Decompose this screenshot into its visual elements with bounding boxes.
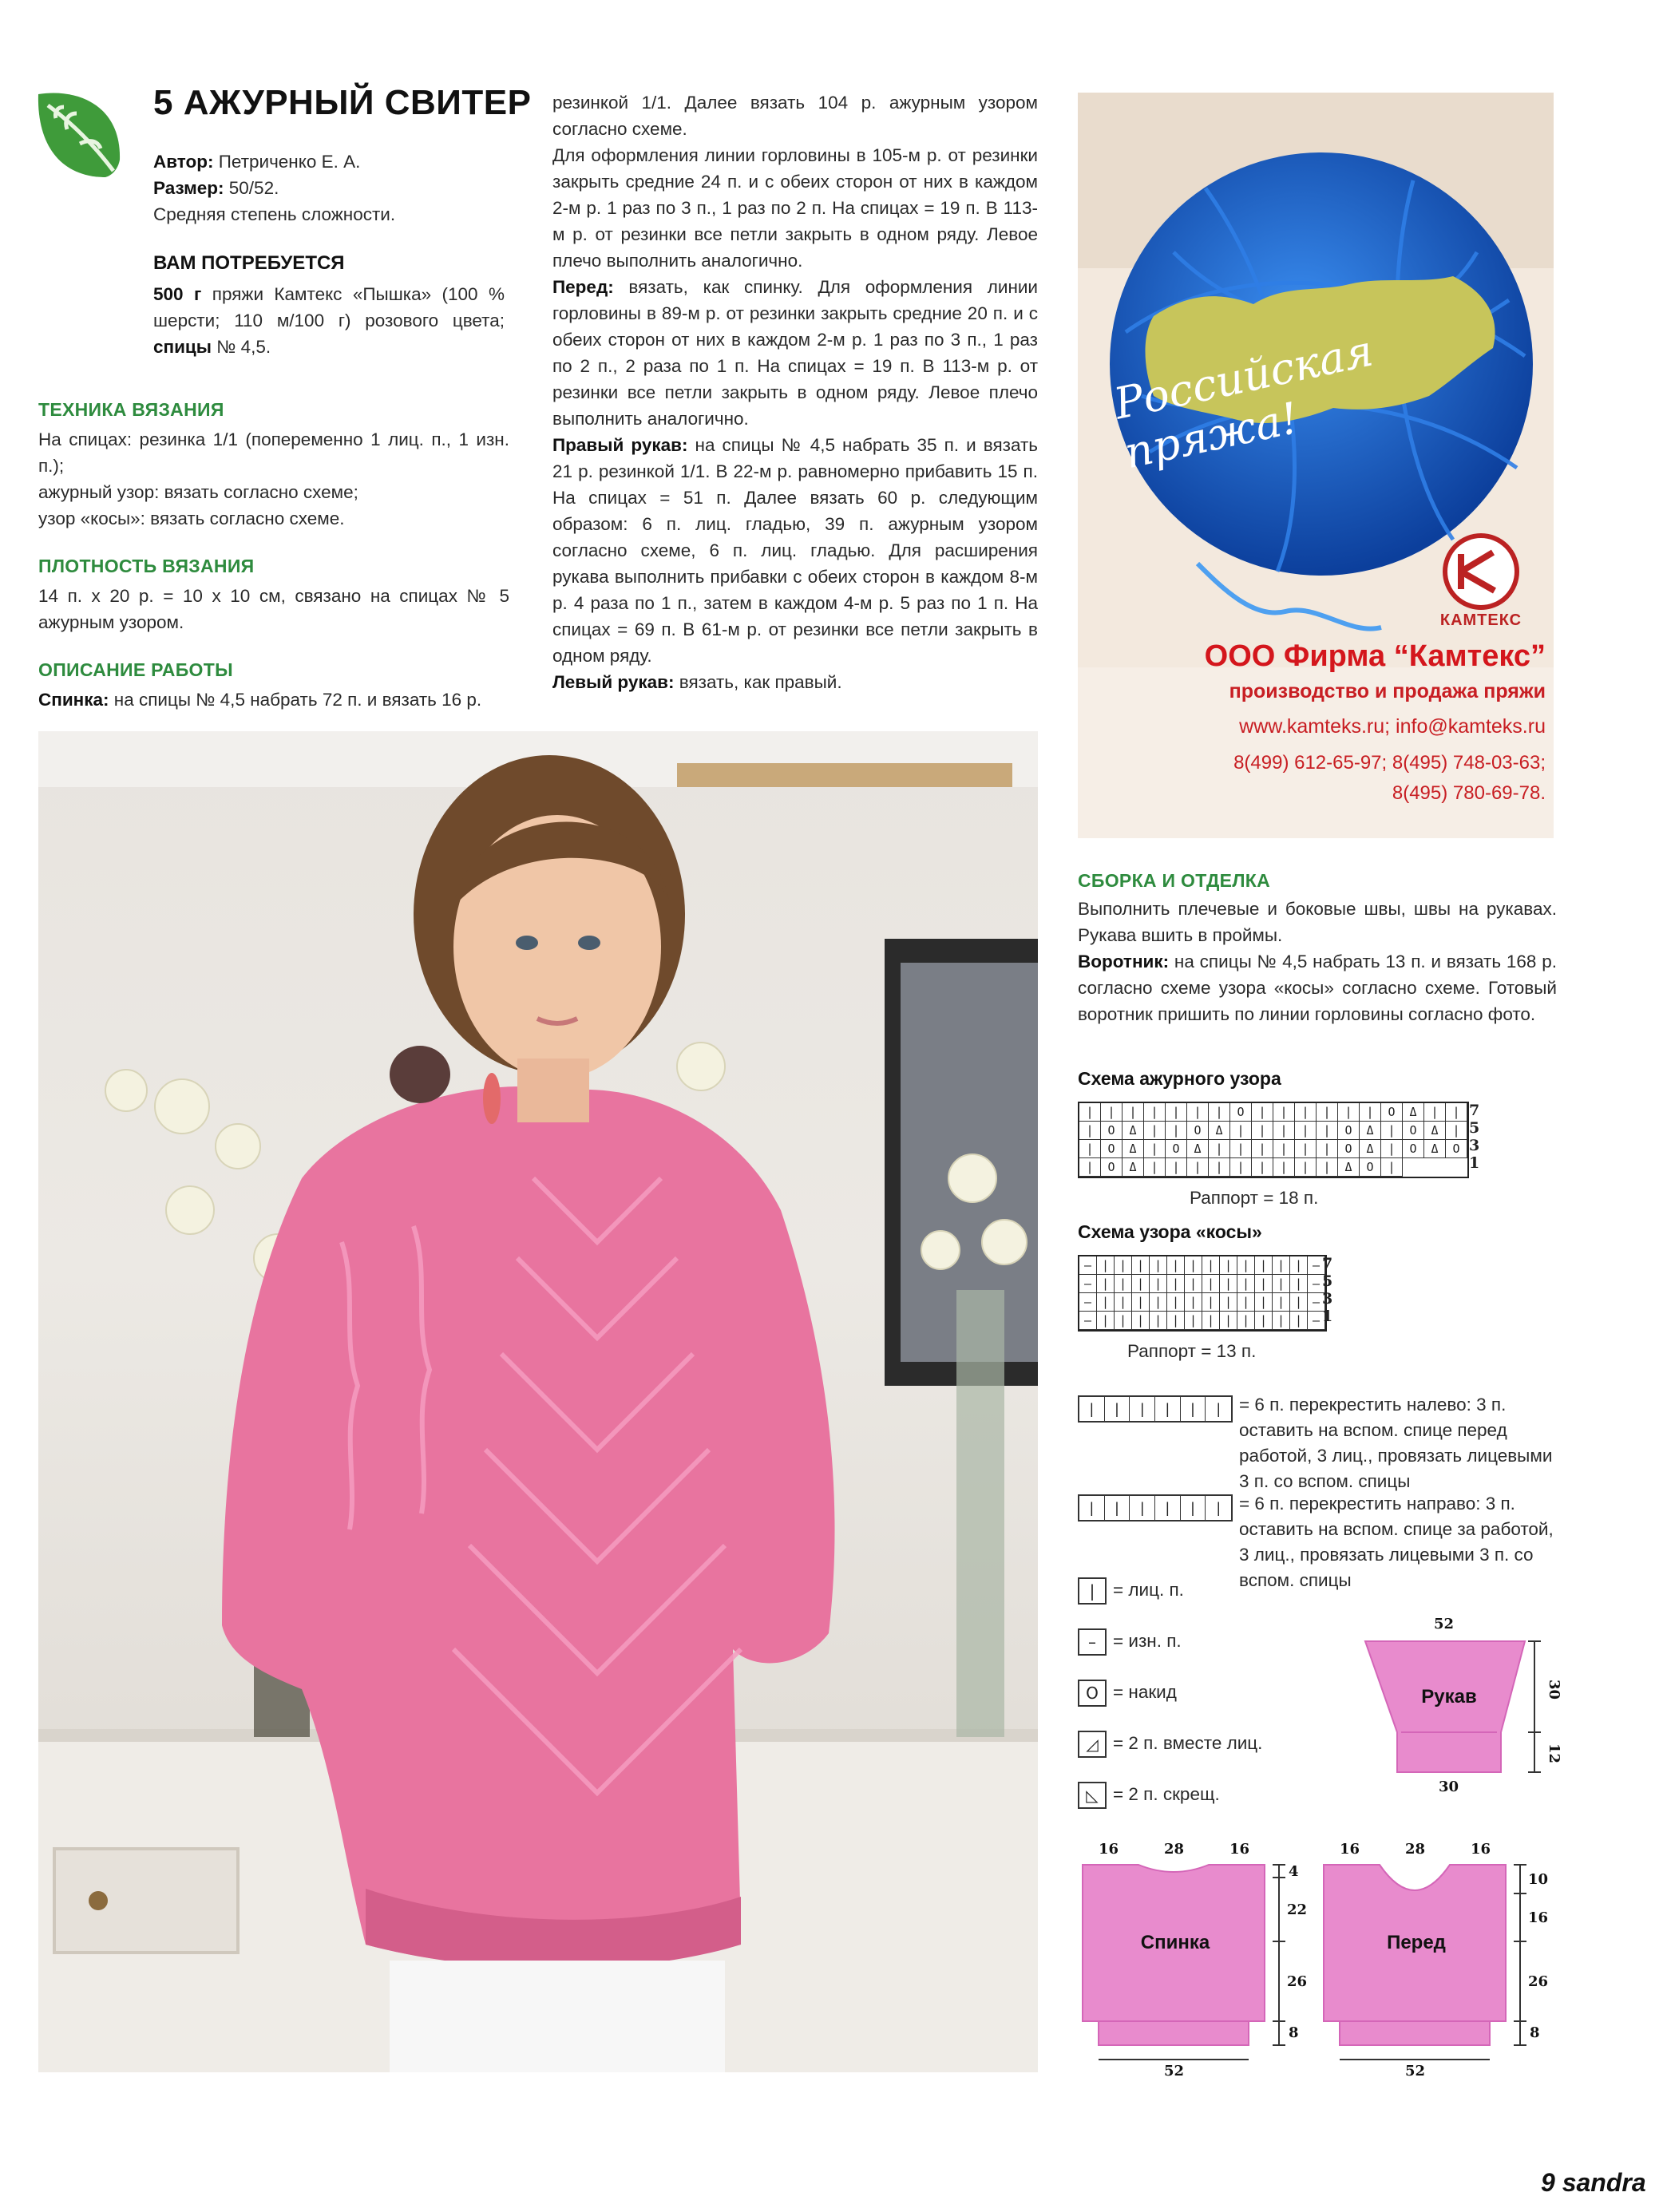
density-text: 14 п. х 20 р. = 10 х 10 см, связано на спицах № 5 ажурным узором.: [38, 586, 509, 632]
right-sleeve-label: Правый рукав:: [552, 435, 688, 455]
purl-symbol-icon: –: [1078, 1628, 1107, 1656]
author-value: Петриченко Е. А.: [213, 152, 361, 172]
chart-cell: |: [1185, 1256, 1202, 1275]
chart-cell: Δ: [1424, 1122, 1446, 1140]
cable-chart-title: Схема узора «косы»: [1078, 1221, 1262, 1242]
front-schematic: [1321, 1836, 1560, 2083]
description-text: [38, 687, 517, 713]
back-width-dim: 52: [1164, 2063, 1185, 2079]
chart-cell: |: [1237, 1256, 1255, 1275]
chart-cell: O: [1187, 1122, 1209, 1140]
chart-cell: |: [1273, 1312, 1290, 1330]
chart-cell: |: [1273, 1256, 1290, 1275]
knit-symbol-icon: |: [1078, 1577, 1107, 1605]
yarn-over-text: = накид: [1113, 1682, 1177, 1702]
chart-cell: |: [1185, 1293, 1202, 1312]
chart-cell: –: [1308, 1275, 1325, 1293]
chart-cell: |: [1166, 1103, 1187, 1122]
yarn-over-symbol-icon: O: [1078, 1680, 1107, 1707]
chart-cell: |: [1115, 1312, 1132, 1330]
needles-label: спицы: [153, 337, 212, 357]
chart-cell: |: [1144, 1140, 1166, 1158]
technique-line-3: узор «косы»: вязать согласно схеме.: [38, 508, 345, 528]
cable-chart: [1078, 1255, 1327, 1332]
back-d3-dim: 26: [1287, 1973, 1308, 1990]
chart-row-label: 7: [1322, 1255, 1333, 1272]
chart-cell: |: [1290, 1312, 1308, 1330]
chart-cell: |: [1185, 1275, 1202, 1293]
back-d4-dim: 8: [1289, 2024, 1299, 2041]
ad-logo-text: КАМТЕКС: [1439, 611, 1522, 629]
chart-cell: |: [1115, 1256, 1132, 1275]
chart-cell: |: [1273, 1122, 1295, 1140]
front-width-dim: 52: [1405, 2063, 1426, 2079]
chart-cell: |: [1209, 1140, 1230, 1158]
needles-text: № 4,5.: [211, 337, 271, 357]
left-sleeve-text: вязать, как правый.: [674, 672, 842, 692]
chart-cell: |: [1167, 1312, 1185, 1330]
yarn-text: пряжи Камтекс «Пышка» (100 % шерсти; 110 м/100 г) розового цвета;: [153, 284, 505, 330]
chart-cell: |: [1220, 1293, 1237, 1312]
chart-cell: |: [1079, 1158, 1101, 1177]
chart-cell: O: [1360, 1158, 1381, 1177]
chart-cell: |: [1290, 1256, 1308, 1275]
chart-cell: |: [1167, 1293, 1185, 1312]
chart-cell: Δ: [1360, 1140, 1381, 1158]
ad-phones-1: 8(499) 612-65-97; 8(495) 748-03-63;: [1233, 752, 1546, 774]
chart-cell: |: [1360, 1103, 1381, 1122]
lace-row-labels: [1469, 1102, 1480, 1175]
chart-cell: |: [1166, 1122, 1187, 1140]
chart-cell: |: [1317, 1103, 1338, 1122]
density-heading: ПЛОТНОСТЬ ВЯЗАНИЯ: [38, 556, 255, 576]
ad-phones-2: 8(495) 780-69-78.: [1392, 782, 1546, 804]
chart-cell: |: [1150, 1312, 1167, 1330]
assembly-heading: СБОРКА И ОТДЕЛКА: [1078, 870, 1271, 891]
chart-cell: |: [1446, 1103, 1467, 1122]
description-heading: ОПИСАНИЕ РАБОТЫ: [38, 659, 233, 680]
chart-cell: –: [1079, 1293, 1097, 1312]
chart-cell: |: [1424, 1103, 1446, 1122]
chart-cell: O: [1403, 1140, 1424, 1158]
sleeve-schematic: [1357, 1613, 1565, 1812]
lace-chart-grid: [1078, 1102, 1469, 1178]
chart-cell: Δ: [1187, 1140, 1209, 1158]
chart-cell: |: [1255, 1312, 1273, 1330]
chart-cell: |: [1144, 1103, 1166, 1122]
assembly-text: [1078, 896, 1557, 1027]
chart-cell: O: [1101, 1158, 1123, 1177]
lace-repeat: Раппорт = 18 п.: [1190, 1188, 1319, 1208]
back-schematic: [1079, 1836, 1311, 2083]
cable-chart-grid: [1078, 1255, 1327, 1332]
chart-cell: |: [1132, 1256, 1150, 1275]
front-d3-dim: 26: [1528, 1973, 1549, 1990]
materials-heading: ВАМ ПОТРЕБУЕТСЯ: [153, 252, 345, 274]
chart-cell: –: [1308, 1256, 1325, 1275]
lace-chart-title: Схема ажурного узора: [1078, 1068, 1281, 1089]
chart-cell: |: [1167, 1256, 1185, 1275]
chart-cell: O: [1101, 1122, 1123, 1140]
leaf-icon: [32, 83, 126, 179]
chart-cell: O: [1101, 1140, 1123, 1158]
chart-cell: |: [1317, 1122, 1338, 1140]
cross-right-text: = 6 п. перекрестить направо: 3 п. оставить на вспом. спице за работой, 3 лиц., провязать лицевыми 3 п. со вспом. спицы: [1239, 1494, 1554, 1590]
back-neck-dim: 28: [1164, 1841, 1185, 1858]
chart-cell: |: [1150, 1293, 1167, 1312]
chart-cell: |: [1132, 1312, 1150, 1330]
cross-left-symbol: | | | | | |: [1078, 1395, 1233, 1423]
left-sleeve-label: Левый рукав:: [552, 672, 675, 692]
yarn-amount: 500 г: [153, 284, 202, 304]
chart-cell: |: [1079, 1122, 1101, 1140]
chart-row-label: 5: [1469, 1119, 1480, 1137]
ssk-text: = 2 п. скрещ.: [1113, 1784, 1220, 1804]
chart-cell: |: [1187, 1103, 1209, 1122]
chart-cell: |: [1237, 1312, 1255, 1330]
back-label: Спинка: [1140, 1932, 1210, 1953]
chart-cell: |: [1338, 1103, 1360, 1122]
article-title: 5 АЖУРНЫЙ СВИТЕР: [153, 83, 532, 122]
chart-cell: –: [1079, 1312, 1097, 1330]
front-d2-dim: 16: [1528, 1909, 1549, 1926]
chart-cell: |: [1252, 1158, 1273, 1177]
chart-row-label: 3: [1469, 1137, 1480, 1154]
chart-cell: Δ: [1338, 1158, 1360, 1177]
chart-cell: Δ: [1403, 1103, 1424, 1122]
chart-cell: |: [1132, 1275, 1150, 1293]
chart-cell: O: [1446, 1140, 1467, 1158]
chart-cell: |: [1144, 1122, 1166, 1140]
chart-cell: |: [1150, 1275, 1167, 1293]
front-label: Перед:: [552, 277, 614, 297]
article-meta: [153, 148, 513, 228]
chart-row-label: 1: [1469, 1154, 1480, 1172]
chart-cell: |: [1273, 1293, 1290, 1312]
back-d2-dim: 22: [1287, 1901, 1308, 1918]
lace-chart: [1078, 1102, 1469, 1178]
chart-cell: –: [1308, 1293, 1325, 1312]
ssk-symbol-icon: ◺: [1078, 1782, 1107, 1809]
ad-tagline: производство и продажа пряжи: [1229, 680, 1546, 702]
chart-cell: |: [1230, 1122, 1252, 1140]
chart-row-label: 3: [1322, 1290, 1333, 1308]
chart-cell: O: [1381, 1103, 1403, 1122]
front-label: Перед: [1387, 1932, 1446, 1953]
chart-cell: Δ: [1360, 1122, 1381, 1140]
instructions-column: [552, 89, 1038, 695]
chart-cell: |: [1220, 1312, 1237, 1330]
k2tog-text: = 2 п. вместе лиц.: [1113, 1733, 1263, 1753]
materials-text: [153, 281, 505, 360]
back-text: на спицы № 4,5 набрать 72 п. и вязать 16 р.: [109, 690, 482, 710]
knit-text: = лиц. п.: [1113, 1580, 1184, 1600]
chart-cell: |: [1079, 1103, 1101, 1122]
chart-cell: |: [1202, 1293, 1220, 1312]
chart-cell: |: [1230, 1140, 1252, 1158]
kamteks-ad: [1078, 93, 1554, 838]
collar-text: на спицы № 4,5 набрать 13 п. и вязать 168 р. согласно схеме узора «косы» согласно схеме. Готовый воротник пришить по линии горловины согласно фото.: [1078, 952, 1557, 1024]
chart-cell: |: [1237, 1275, 1255, 1293]
chart-cell: |: [1115, 1293, 1132, 1312]
collar-label: Воротник:: [1078, 952, 1170, 971]
chart-cell: |: [1317, 1140, 1338, 1158]
chart-cell: |: [1295, 1140, 1317, 1158]
chart-cell: O: [1338, 1122, 1360, 1140]
chart-cell: Δ: [1209, 1122, 1230, 1140]
chart-cell: |: [1290, 1275, 1308, 1293]
chart-cell: |: [1144, 1158, 1166, 1177]
chart-row-label: 5: [1322, 1272, 1333, 1290]
front-d1-dim: 10: [1528, 1871, 1549, 1888]
cross-right-symbol: | | | | | |: [1078, 1494, 1233, 1521]
chart-cell: |: [1273, 1158, 1295, 1177]
chart-cell: |: [1290, 1293, 1308, 1312]
chart-cell: |: [1123, 1103, 1144, 1122]
ad-slogan: Российская пряжа!: [1110, 325, 1378, 479]
back-label: Спинка:: [38, 690, 109, 710]
back-shoulder-left-dim: 16: [1099, 1841, 1119, 1858]
chart-cell: Δ: [1123, 1158, 1144, 1177]
cable-repeat: Раппорт = 13 п.: [1127, 1341, 1257, 1361]
chart-cell: |: [1079, 1140, 1101, 1158]
model-photo: [38, 731, 1038, 2072]
chart-cell: |: [1132, 1293, 1150, 1312]
chart-cell: |: [1097, 1256, 1115, 1275]
technique-line-1: На спицах: резинка 1/1 (попеременно 1 лиц. п., 1 изн. п.);: [38, 429, 509, 476]
chart-cell: |: [1295, 1158, 1317, 1177]
chart-cell: |: [1202, 1312, 1220, 1330]
chart-row-label: 1: [1322, 1308, 1333, 1325]
chart-cell: |: [1255, 1275, 1273, 1293]
size-value: 50/52.: [224, 178, 279, 198]
chart-cell: Δ: [1424, 1140, 1446, 1158]
front-shoulder-right-dim: 16: [1471, 1841, 1491, 1858]
sleeve-label: Рукав: [1421, 1686, 1477, 1707]
front-shoulder-left-dim: 16: [1340, 1841, 1360, 1858]
chart-cell: |: [1097, 1312, 1115, 1330]
chart-cell: |: [1185, 1312, 1202, 1330]
chart-cell: |: [1317, 1158, 1338, 1177]
chart-cell: |: [1252, 1122, 1273, 1140]
cross-left-text: = 6 п. перекрестить налево: 3 п. оставить на вспом. спице перед работой, 3 лиц., провязать лицевыми 3 п. со вспом. спицы: [1239, 1395, 1553, 1491]
chart-cell: |: [1252, 1103, 1273, 1122]
right-sleeve-text: на спицы № 4,5 набрать 35 п. и вязать 21 р. резинкой 1/1. В 22-м р. равномерно прибавить 15 п. На спицах = 51 п. Далее вязать 60 р. следующим образом: 6 п. лиц. гладью, 39 п. ажурным узором согласно схеме, 6 п. лиц. гладью. Для расширения рукава выполнить прибавки с обеих сторон в каждом 8-м р. 4 раза по 1 п., затем в каждом 4-м р. 5 раз по 1 п. На спицах = 69 п. В 61-м р. от резинки все петли закрыть в одном ряду.: [552, 435, 1039, 666]
chart-cell: |: [1381, 1140, 1403, 1158]
chart-cell: |: [1167, 1275, 1185, 1293]
chart-cell: |: [1187, 1158, 1209, 1177]
sleeve-bottom-dim: 30: [1439, 1779, 1459, 1795]
sleeve-h2-dim: 12: [1546, 1743, 1563, 1764]
chart-cell: |: [1209, 1103, 1230, 1122]
k2tog-symbol-icon: ◿: [1078, 1731, 1107, 1758]
ad-web: www.kamteks.ru; info@kamteks.ru: [1239, 715, 1546, 738]
chart-cell: |: [1295, 1103, 1317, 1122]
chart-cell: |: [1446, 1122, 1467, 1140]
technique-line-2: ажурный узор: вязать согласно схеме;: [38, 482, 358, 502]
page-folio: 9 sandra: [1541, 2168, 1646, 2197]
chart-cell: Δ: [1123, 1140, 1144, 1158]
size-label: Размер:: [153, 178, 224, 198]
chart-cell: |: [1202, 1256, 1220, 1275]
chart-cell: |: [1097, 1275, 1115, 1293]
chart-cell: |: [1220, 1256, 1237, 1275]
chart-cell: |: [1381, 1158, 1403, 1177]
chart-cell: |: [1255, 1256, 1273, 1275]
technique-heading: ТЕХНИКА ВЯЗАНИЯ: [38, 399, 224, 420]
instructions-p1: резинкой 1/1. Далее вязать 104 р. ажурным узором согласно схеме.: [552, 93, 1038, 139]
front-d4-dim: 8: [1530, 2024, 1540, 2041]
ad-company: ООО Фирма “Камтекс”: [1204, 639, 1546, 673]
chart-cell: |: [1273, 1103, 1295, 1122]
chart-cell: O: [1338, 1140, 1360, 1158]
difficulty: Средняя степень сложности.: [153, 204, 396, 224]
back-d1-dim: 4: [1289, 1863, 1299, 1880]
chart-cell: –: [1079, 1256, 1097, 1275]
technique-text: [38, 426, 509, 532]
front-neck-dim: 28: [1405, 1841, 1426, 1858]
chart-cell: |: [1166, 1158, 1187, 1177]
chart-cell: –: [1308, 1312, 1325, 1330]
chart-cell: |: [1101, 1103, 1123, 1122]
chart-cell: |: [1209, 1158, 1230, 1177]
chart-cell: Δ: [1123, 1122, 1144, 1140]
instructions-p2: Для оформления линии горловины в 105-м р. от резинки закрыть средние 24 п. и с обеих сторон от них в каждом 2-м р. 1 раз по 3 п., 1 раз по 2 п. На спицах = 19 п. В 113-м р. от резинки все петли закрыть в одном ряду. Левое плечо выполнить аналогично.: [552, 145, 1038, 271]
assembly-p1: Выполнить плечевые и боковые швы, швы на рукавах. Рукава вшить в проймы.: [1078, 899, 1557, 945]
chart-cell: –: [1079, 1275, 1097, 1293]
chart-cell: |: [1202, 1275, 1220, 1293]
chart-cell: |: [1230, 1158, 1252, 1177]
chart-cell: O: [1403, 1122, 1424, 1140]
chart-cell: |: [1220, 1275, 1237, 1293]
chart-cell: |: [1252, 1140, 1273, 1158]
chart-cell: |: [1097, 1293, 1115, 1312]
front-text: вязать, как спинку. Для оформления линии горловины в 89-м р. от резинки закрыть средние 20 п. и с обеих сторон от них в каждом 2-м р. 1 раз по 3 п., 1 раз по 2 п., 2 раза по 1 п. На спицах = 19 п. В 113-м р. от резинки все петли закрыть в одном ряду. Левое плечо выполнить аналогично.: [552, 277, 1038, 429]
chart-cell: |: [1237, 1293, 1255, 1312]
chart-row-label: 7: [1469, 1102, 1480, 1119]
sleeve-h1-dim: 30: [1546, 1679, 1563, 1700]
author-label: Автор:: [153, 152, 214, 172]
chart-cell: |: [1150, 1256, 1167, 1275]
purl-text: = изн. п.: [1113, 1631, 1182, 1651]
back-shoulder-right-dim: 16: [1229, 1841, 1250, 1858]
chart-cell: |: [1273, 1275, 1290, 1293]
chart-cell: |: [1255, 1293, 1273, 1312]
chart-cell: |: [1295, 1122, 1317, 1140]
chart-cell: |: [1273, 1140, 1295, 1158]
cable-row-labels: [1322, 1255, 1333, 1328]
sleeve-top-dim: 52: [1434, 1616, 1455, 1632]
chart-cell: O: [1166, 1140, 1187, 1158]
chart-cell: |: [1115, 1275, 1132, 1293]
chart-cell: |: [1381, 1122, 1403, 1140]
chart-cell: O: [1230, 1103, 1252, 1122]
